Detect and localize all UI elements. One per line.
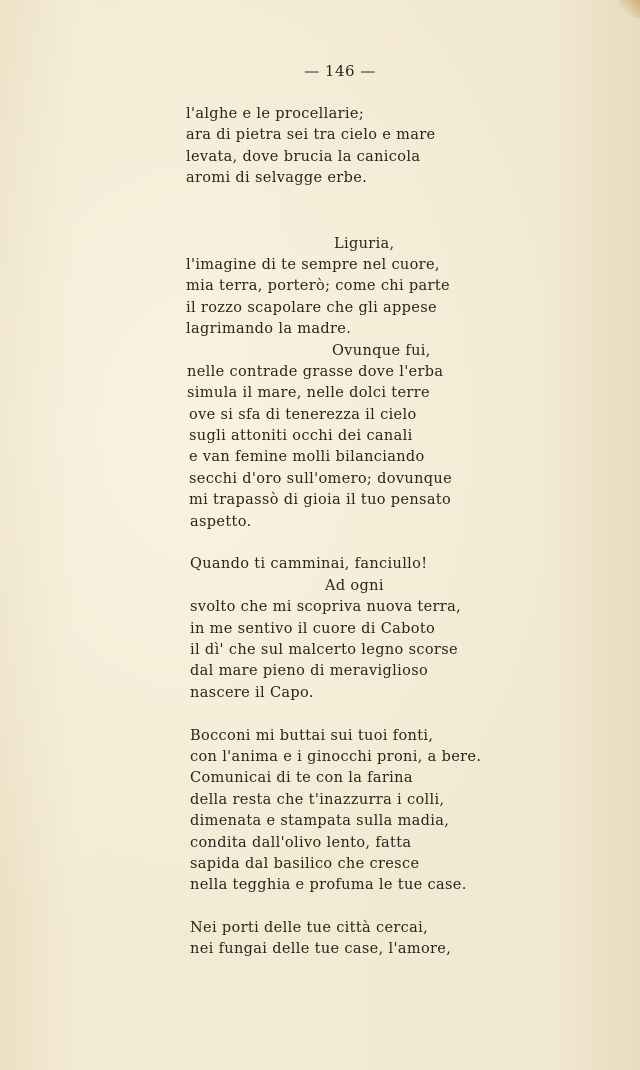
- stanza-4: [186, 726, 486, 897]
- poem-line: Quando ti camminai, fanciullo!: [190, 556, 428, 573]
- poem-line: Bocconi mi buttai sui tuoi fonti,: [190, 727, 434, 744]
- page-corner-stain: [618, 0, 640, 18]
- poem-line: e van femine molli bilanciando: [189, 449, 425, 466]
- poem-line: condita dall'olivo lento, fatta: [190, 834, 412, 851]
- poem-line: l'alghe e le procellarie;: [186, 106, 365, 122]
- poem-line: nascere il Capo.: [190, 684, 314, 701]
- poem-line: sapida dal basilico che cresce: [190, 855, 420, 872]
- poem-line: in me sentivo il cuore di Caboto: [190, 620, 436, 637]
- poem-line: lagrimando la madre.: [186, 321, 352, 338]
- poem-line: della resta che t'inazzurra i colli,: [190, 791, 445, 808]
- stanza-3: [186, 554, 486, 704]
- poem-line: il dì' che sul malcerto legno scorse: [190, 641, 458, 658]
- poem-line-indented: Ovunque fui,: [332, 342, 431, 359]
- poem-line: levata, dove brucia la canicola: [186, 148, 421, 165]
- poem-line: aromi di selvagge erbe.: [186, 170, 368, 187]
- stanza-5: [186, 918, 486, 961]
- poem-line: Comunicai di te con la farina: [190, 770, 413, 787]
- poem-line: sugli attoniti occhi dei canali: [189, 428, 413, 445]
- poem-line: mi trapassò di gioia il tuo pensato: [189, 492, 452, 509]
- stanza-2: [186, 234, 486, 533]
- poem-line-indented: Liguria,: [334, 235, 395, 252]
- poem-line: con l'anima e i ginocchi proni, a bere.: [190, 748, 482, 765]
- poem-line: secchi d'oro sull'omero; dovunque: [189, 470, 453, 487]
- poem-line: ara di pietra sei tra cielo e mare: [186, 127, 436, 144]
- poem-line: aspetto.: [190, 513, 252, 530]
- poem-line: simula il mare, nelle dolci terre: [187, 385, 430, 402]
- poem-line: il rozzo scapolare che gli appese: [186, 299, 437, 316]
- poem-line: nella tegghia e profuma le tue case.: [190, 877, 467, 894]
- poem-line: dimenata e stampata sulla madia,: [190, 813, 450, 830]
- poem-line: nelle contrade grasse dove l'erba: [187, 363, 444, 380]
- poem-line-indented: Ad ogni: [325, 577, 384, 594]
- poem-line: mia terra, porterò; come chi parte: [186, 278, 450, 295]
- poem-line: nei fungai delle tue case, l'amore,: [190, 941, 452, 958]
- stanza-1: [186, 104, 486, 190]
- poem-line: svolto che mi scopriva nuova terra,: [190, 599, 462, 616]
- poem-text: [186, 104, 486, 982]
- poem-line: dal mare pieno di meraviglioso: [190, 663, 429, 680]
- page-number: — 146 —: [304, 62, 376, 80]
- poem-line: Nei porti delle tue città cercai,: [190, 920, 429, 937]
- poem-line: ove si sfa di tenerezza il cielo: [189, 406, 417, 423]
- poem-line: l'imagine di te sempre nel cuore,: [186, 256, 440, 273]
